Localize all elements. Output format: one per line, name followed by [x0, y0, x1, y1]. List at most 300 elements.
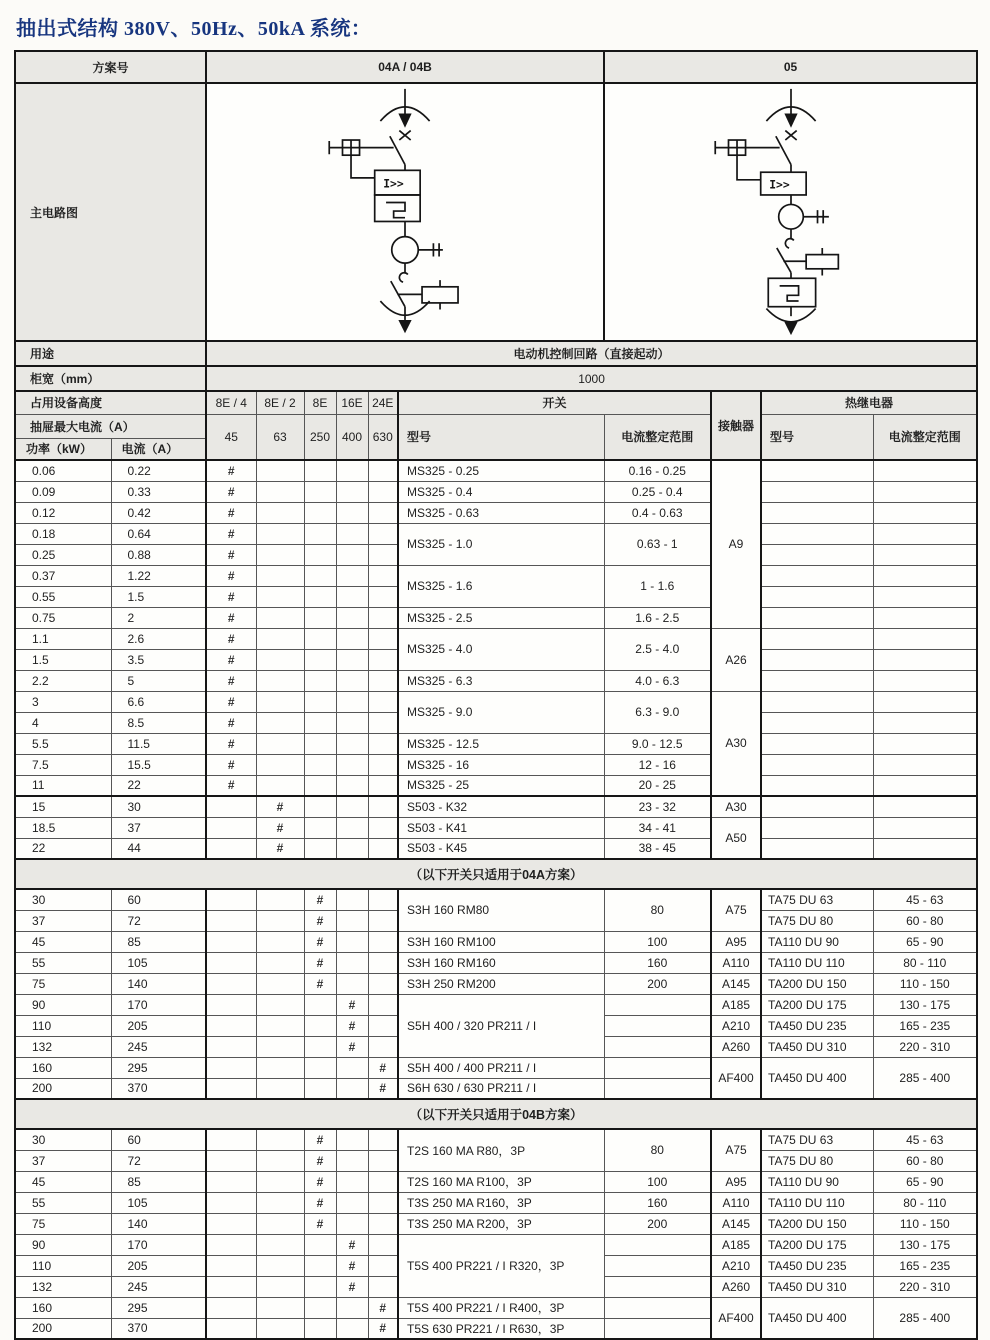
cell-current: 22	[111, 775, 206, 796]
cell-relay-model	[761, 691, 873, 712]
cell-size-empty	[336, 712, 368, 733]
cell-size-empty	[368, 1129, 398, 1150]
cell-switch-model: MS325 - 9.0	[398, 691, 604, 733]
cell-switch-range: 1.6 - 2.5	[604, 607, 711, 628]
cell-size-empty	[206, 1213, 256, 1234]
cell-switch-model: MS325 - 0.63	[398, 502, 604, 523]
cell-power: 1.5	[15, 649, 111, 670]
spec-row	[15, 481, 977, 502]
cell-current: 0.22	[111, 460, 206, 481]
current-header: 电流（A）	[111, 438, 206, 460]
cell-relay-model	[761, 649, 873, 670]
cell-relay-model: TA110 DU 110	[761, 1192, 873, 1213]
cell-size-empty	[336, 628, 368, 649]
cell-current: 0.42	[111, 502, 206, 523]
cell-size-empty	[368, 460, 398, 481]
cell-size-empty	[206, 1150, 256, 1171]
cell-current: 5	[111, 670, 206, 691]
cell-size-empty	[304, 607, 336, 628]
cell-size-mark: #	[256, 796, 304, 817]
cell-size-empty	[336, 586, 368, 607]
cell-current: 245	[111, 1036, 206, 1057]
cell-size-empty	[304, 1276, 336, 1297]
spec-row	[15, 607, 977, 628]
cell-switch-model: MS325 - 12.5	[398, 733, 604, 754]
cell-size-empty	[368, 931, 398, 952]
cell-size-empty	[368, 544, 398, 565]
cell-current: 44	[111, 838, 206, 859]
cell-size-empty	[304, 1234, 336, 1255]
cell-size-empty	[368, 796, 398, 817]
cell-switch-range: 0.4 - 0.63	[604, 502, 711, 523]
cell-size-empty	[304, 1036, 336, 1057]
cell-switch-range: 9.0 - 12.5	[604, 733, 711, 754]
cell-size-empty	[368, 1171, 398, 1192]
cell-size-empty	[368, 712, 398, 733]
cell-size-empty	[368, 1255, 398, 1276]
cell-size-empty	[336, 817, 368, 838]
cell-size-mark: #	[304, 931, 336, 952]
cell-size-empty	[256, 1297, 304, 1318]
scheme-row	[15, 51, 977, 83]
cell-size-mark: #	[206, 754, 256, 775]
cell-size-empty	[368, 1036, 398, 1057]
cell-size-empty	[336, 1150, 368, 1171]
cell-relay-range: 110 - 150	[873, 1213, 977, 1234]
cell-size-empty	[256, 712, 304, 733]
cell-size-empty	[256, 523, 304, 544]
cell-size-empty	[304, 817, 336, 838]
main-circuit-row	[15, 83, 977, 341]
cell-size-empty	[256, 1129, 304, 1150]
table-body-04a	[15, 889, 977, 1099]
cell-switch-range	[604, 1297, 711, 1318]
cell-power: 0.06	[15, 460, 111, 481]
cell-switch-model: S503 - K41	[398, 817, 604, 838]
cell-switch-model: S503 - K32	[398, 796, 604, 817]
equipment-height-label: 占用设备高度	[15, 391, 206, 414]
cell-relay-range: 285 - 400	[873, 1297, 977, 1339]
cell-current: 245	[111, 1276, 206, 1297]
cell-contactor: A185	[711, 1234, 761, 1255]
cell-relay-range: 110 - 150	[873, 973, 977, 994]
cell-size-empty	[368, 994, 398, 1015]
cell-size-empty	[206, 1057, 256, 1078]
cell-size-empty	[304, 670, 336, 691]
cell-relay-model	[761, 817, 873, 838]
cell-size-mark: #	[206, 586, 256, 607]
cell-switch-range	[604, 1057, 711, 1078]
cell-size-empty	[336, 775, 368, 796]
cell-size-empty	[256, 460, 304, 481]
cell-size-empty	[206, 1276, 256, 1297]
cell-contactor: A75	[711, 889, 761, 931]
cell-switch-range: 100	[604, 1171, 711, 1192]
cell-size-empty	[304, 628, 336, 649]
spec-row	[15, 523, 977, 544]
cell-power: 110	[15, 1255, 111, 1276]
cell-relay-range	[873, 523, 977, 544]
cell-current: 60	[111, 889, 206, 910]
cell-relay-range	[873, 691, 977, 712]
cell-switch-model: MS325 - 2.5	[398, 607, 604, 628]
cell-size-mark: #	[206, 691, 256, 712]
cell-switch-range: 20 - 25	[604, 775, 711, 796]
cell-relay-range	[873, 733, 977, 754]
cell-size-empty	[368, 973, 398, 994]
cell-power: 55	[15, 952, 111, 973]
cell-relay-model	[761, 481, 873, 502]
cell-switch-model: MS325 - 4.0	[398, 628, 604, 670]
cell-relay-range: 45 - 63	[873, 1129, 977, 1150]
cell-relay-range	[873, 649, 977, 670]
cell-contactor: A50	[711, 817, 761, 859]
cell-power: 75	[15, 1213, 111, 1234]
relay-range-header: 电流整定范围	[873, 414, 977, 460]
cell-current: 295	[111, 1057, 206, 1078]
cell-relay-model: TA450 DU 400	[761, 1297, 873, 1339]
cell-relay-range	[873, 796, 977, 817]
cell-size-empty	[256, 733, 304, 754]
cell-relay-model: TA450 DU 235	[761, 1015, 873, 1036]
cell-size-empty	[368, 817, 398, 838]
cell-switch-model: MS325 - 1.0	[398, 523, 604, 565]
drawer-current-630: 630	[368, 414, 398, 460]
cell-size-mark: #	[304, 1150, 336, 1171]
cell-size-empty	[304, 1015, 336, 1036]
cell-size-empty	[256, 931, 304, 952]
cell-size-empty	[368, 1234, 398, 1255]
main-circuit-label: 主电路图	[15, 83, 206, 341]
cell-size-empty	[256, 775, 304, 796]
cell-contactor: A210	[711, 1015, 761, 1036]
cell-switch-range: 160	[604, 1192, 711, 1213]
cell-size-empty	[256, 565, 304, 586]
cell-size-empty	[368, 1192, 398, 1213]
cell-size-empty	[206, 1192, 256, 1213]
cell-switch-range: 34 - 41	[604, 817, 711, 838]
cell-size-mark: #	[336, 1036, 368, 1057]
spec-row	[15, 1213, 977, 1234]
cell-relay-range	[873, 502, 977, 523]
cabinet-width-value: 1000	[206, 366, 977, 391]
cell-size-empty	[256, 1276, 304, 1297]
drawer-current-label: 抽屉最大电流（A）	[15, 414, 206, 438]
cell-power: 15	[15, 796, 111, 817]
cell-relay-model: TA200 DU 150	[761, 973, 873, 994]
cell-power: 45	[15, 1171, 111, 1192]
table-body-common	[15, 460, 977, 859]
spec-row	[15, 1129, 977, 1150]
cell-current: 0.64	[111, 523, 206, 544]
cell-power: 110	[15, 1015, 111, 1036]
cell-size-empty	[368, 775, 398, 796]
cell-size-mark: #	[206, 565, 256, 586]
circuit-diagram-04a-icon	[305, 87, 505, 337]
cell-size-empty	[336, 670, 368, 691]
cell-relay-model: TA200 DU 175	[761, 994, 873, 1015]
cell-size-empty	[336, 1078, 368, 1099]
contactor-header: 接触器	[711, 391, 761, 460]
cell-size-empty	[336, 931, 368, 952]
cell-current: 370	[111, 1318, 206, 1339]
cell-size-empty	[206, 994, 256, 1015]
cell-size-empty	[304, 544, 336, 565]
separator-04a	[15, 859, 977, 889]
cell-relay-range: 65 - 90	[873, 1171, 977, 1192]
cell-switch-range: 200	[604, 973, 711, 994]
cell-size-mark: #	[206, 607, 256, 628]
height-8e4-header: 8E / 4	[206, 391, 256, 414]
cell-relay-model	[761, 544, 873, 565]
cell-size-empty	[256, 1192, 304, 1213]
cell-current: 37	[111, 817, 206, 838]
cell-size-empty	[256, 649, 304, 670]
cell-size-mark: #	[206, 628, 256, 649]
cell-size-empty	[304, 1255, 336, 1276]
cell-size-empty	[304, 502, 336, 523]
cell-switch-model: T3S 250 MA R200，3P	[398, 1213, 604, 1234]
spec-row	[15, 628, 977, 649]
cell-switch-model: S3H 160 RM80	[398, 889, 604, 931]
cell-relay-model: TA75 DU 63	[761, 889, 873, 910]
cell-size-empty	[336, 754, 368, 775]
cell-switch-model: S503 - K45	[398, 838, 604, 859]
cell-power: 132	[15, 1276, 111, 1297]
cell-contactor: A110	[711, 1192, 761, 1213]
cell-relay-model: TA75 DU 80	[761, 1150, 873, 1171]
cell-relay-range	[873, 754, 977, 775]
cell-switch-model: MS325 - 16	[398, 754, 604, 775]
svg-text:I>>: I>>	[383, 176, 404, 191]
spec-row	[15, 817, 977, 838]
cell-size-empty	[206, 838, 256, 859]
cell-size-empty	[368, 586, 398, 607]
cell-contactor: A110	[711, 952, 761, 973]
cell-power: 5.5	[15, 733, 111, 754]
cell-size-empty	[368, 691, 398, 712]
cell-size-empty	[368, 754, 398, 775]
cell-size-empty	[206, 1129, 256, 1150]
cell-size-empty	[368, 733, 398, 754]
scheme-b-header: 05	[604, 51, 977, 83]
cell-size-empty	[304, 838, 336, 859]
cell-contactor: A75	[711, 1129, 761, 1171]
cell-size-empty	[336, 889, 368, 910]
cell-size-empty	[256, 586, 304, 607]
cell-switch-model: T5S 400 PR221 / I R400，3P	[398, 1297, 604, 1318]
cell-switch-range: 80	[604, 889, 711, 931]
cell-relay-range: 60 - 80	[873, 910, 977, 931]
cell-size-empty	[304, 565, 336, 586]
cell-relay-range	[873, 838, 977, 859]
cell-size-empty	[368, 628, 398, 649]
cell-size-empty	[256, 910, 304, 931]
cell-size-empty	[256, 607, 304, 628]
cell-switch-model: T5S 400 PR221 / I R320，3P	[398, 1234, 604, 1297]
cell-current: 8.5	[111, 712, 206, 733]
cell-current: 60	[111, 1129, 206, 1150]
cell-power: 2.2	[15, 670, 111, 691]
cell-switch-range	[604, 1234, 711, 1255]
cell-size-empty	[304, 712, 336, 733]
cell-power: 37	[15, 1150, 111, 1171]
cell-size-mark: #	[256, 817, 304, 838]
cell-relay-range	[873, 565, 977, 586]
cell-switch-range: 0.25 - 0.4	[604, 481, 711, 502]
cell-size-empty	[256, 952, 304, 973]
cell-current: 105	[111, 1192, 206, 1213]
cell-size-mark: #	[336, 1255, 368, 1276]
spec-row	[15, 994, 977, 1015]
cell-size-empty	[336, 973, 368, 994]
cell-size-empty	[368, 607, 398, 628]
cell-relay-range	[873, 628, 977, 649]
cell-switch-model: T3S 250 MA R160，3P	[398, 1192, 604, 1213]
cell-relay-model	[761, 733, 873, 754]
cell-size-empty	[304, 649, 336, 670]
cell-switch-model: T2S 160 MA R80，3P	[398, 1129, 604, 1171]
separator-04b-row	[15, 1099, 977, 1129]
cell-relay-model	[761, 586, 873, 607]
separator-04a-label: （以下开关只适用于04A方案）	[15, 859, 977, 889]
cell-size-empty	[256, 628, 304, 649]
cell-current: 1.5	[111, 586, 206, 607]
cell-power: 90	[15, 994, 111, 1015]
cell-relay-model	[761, 796, 873, 817]
cell-size-empty	[336, 1129, 368, 1150]
cabinet-width-row	[15, 366, 977, 391]
cell-relay-range: 45 - 63	[873, 889, 977, 910]
cell-relay-model	[761, 754, 873, 775]
spec-row	[15, 1171, 977, 1192]
cell-size-empty	[368, 952, 398, 973]
cell-relay-model	[761, 565, 873, 586]
cell-size-mark: #	[206, 712, 256, 733]
equipment-height-row	[15, 391, 977, 414]
cell-size-empty	[336, 544, 368, 565]
cell-switch-range: 100	[604, 931, 711, 952]
cell-current: 72	[111, 1150, 206, 1171]
cell-current: 105	[111, 952, 206, 973]
cell-switch-model: MS325 - 0.25	[398, 460, 604, 481]
cell-relay-range: 220 - 310	[873, 1036, 977, 1057]
cell-relay-range: 165 - 235	[873, 1015, 977, 1036]
cell-current: 0.88	[111, 544, 206, 565]
cell-size-empty	[336, 1171, 368, 1192]
cell-size-mark: #	[206, 733, 256, 754]
cell-size-empty	[368, 670, 398, 691]
cell-relay-range: 80 - 110	[873, 1192, 977, 1213]
cell-current: 85	[111, 931, 206, 952]
spec-row	[15, 1297, 977, 1318]
cell-current: 170	[111, 1234, 206, 1255]
spec-row	[15, 796, 977, 817]
cell-size-empty	[206, 931, 256, 952]
cell-size-empty	[206, 889, 256, 910]
cell-size-empty	[256, 754, 304, 775]
cell-current: 205	[111, 1255, 206, 1276]
usage-value: 电动机控制回路（直接起动）	[206, 341, 977, 366]
cell-size-empty	[206, 1171, 256, 1192]
cell-relay-model	[761, 628, 873, 649]
cell-size-empty	[256, 481, 304, 502]
cell-contactor: A9	[711, 460, 761, 628]
cell-size-mark: #	[304, 973, 336, 994]
cell-size-empty	[336, 1192, 368, 1213]
cell-relay-model: TA110 DU 90	[761, 1171, 873, 1192]
cell-size-mark: #	[206, 775, 256, 796]
cell-size-empty	[336, 1213, 368, 1234]
cell-size-empty	[368, 1015, 398, 1036]
cell-size-mark: #	[206, 523, 256, 544]
cell-contactor: A26	[711, 628, 761, 691]
cell-size-empty	[336, 649, 368, 670]
cell-switch-model: S6H 630 / 630 PR211 / I	[398, 1078, 604, 1099]
cell-contactor: A30	[711, 796, 761, 817]
cell-relay-model	[761, 838, 873, 859]
cell-contactor: AF400	[711, 1297, 761, 1339]
cell-current: 0.33	[111, 481, 206, 502]
cell-current: 205	[111, 1015, 206, 1036]
cell-contactor: AF400	[711, 1057, 761, 1099]
cell-contactor: A260	[711, 1036, 761, 1057]
cell-size-empty	[304, 460, 336, 481]
cell-contactor: A210	[711, 1255, 761, 1276]
cell-relay-range	[873, 586, 977, 607]
cell-switch-model: T2S 160 MA R100，3P	[398, 1171, 604, 1192]
cell-size-empty	[304, 754, 336, 775]
cell-current: 15.5	[111, 754, 206, 775]
cell-power: 4	[15, 712, 111, 733]
cell-switch-range: 160	[604, 952, 711, 973]
cell-relay-model	[761, 460, 873, 481]
cell-size-empty	[336, 1057, 368, 1078]
cell-power: 75	[15, 973, 111, 994]
circuit-diagram-05-cell	[604, 83, 977, 341]
cell-size-empty	[304, 523, 336, 544]
cell-size-empty	[336, 481, 368, 502]
cell-current: 30	[111, 796, 206, 817]
cell-size-empty	[206, 952, 256, 973]
cell-relay-range: 130 - 175	[873, 1234, 977, 1255]
cell-size-empty	[256, 1036, 304, 1057]
cell-power: 7.5	[15, 754, 111, 775]
cell-size-empty	[336, 460, 368, 481]
spec-row	[15, 931, 977, 952]
cell-power: 200	[15, 1318, 111, 1339]
cell-size-empty	[256, 994, 304, 1015]
cell-size-empty	[336, 1297, 368, 1318]
cell-size-mark: #	[304, 1213, 336, 1234]
cell-size-empty	[304, 1057, 336, 1078]
drawer-current-63: 63	[256, 414, 304, 460]
cell-size-empty	[368, 1276, 398, 1297]
cell-size-empty	[256, 973, 304, 994]
cell-size-empty	[256, 670, 304, 691]
cell-power: 37	[15, 910, 111, 931]
cell-relay-range	[873, 670, 977, 691]
cell-power: 45	[15, 931, 111, 952]
cell-relay-model: TA75 DU 63	[761, 1129, 873, 1150]
cell-switch-model: MS325 - 25	[398, 775, 604, 796]
cell-switch-range	[604, 1015, 711, 1036]
cell-size-empty	[206, 817, 256, 838]
cell-power: 0.75	[15, 607, 111, 628]
cell-contactor: A95	[711, 1171, 761, 1192]
cell-power: 132	[15, 1036, 111, 1057]
scheme-a-header: 04A / 04B	[206, 51, 604, 83]
